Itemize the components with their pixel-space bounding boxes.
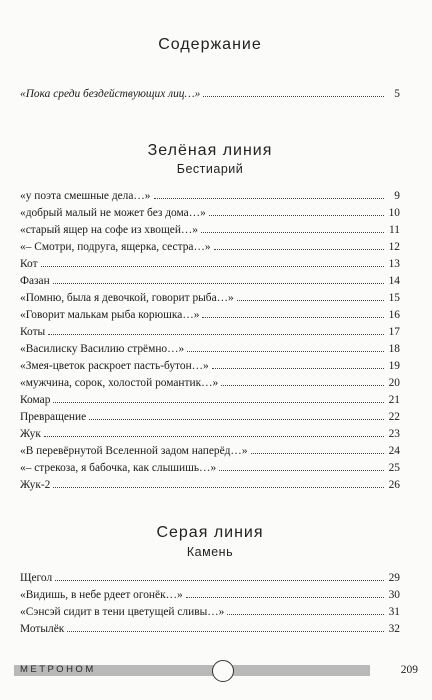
toc-entry-page: 24 bbox=[388, 445, 400, 457]
dot-leader bbox=[202, 316, 384, 318]
dot-leader bbox=[237, 299, 384, 301]
toc-entry-page: 5 bbox=[394, 88, 400, 100]
toc-entry-page: 21 bbox=[388, 394, 400, 406]
toc-entry-title: Жук-2 bbox=[20, 479, 51, 491]
toc-entry-title: «Змея-цветок раскроет пасть-бутон…» bbox=[20, 360, 209, 372]
toc-entry bbox=[20, 443, 400, 460]
toc-entry-page: 11 bbox=[389, 224, 400, 236]
toc-entry bbox=[20, 307, 400, 324]
toc-entry-page: 30 bbox=[388, 589, 400, 601]
toc-entry-page: 23 bbox=[388, 428, 400, 440]
toc-entry-title: «Сэнсэй сидит в тени цветущей сливы…» bbox=[20, 606, 225, 618]
dot-leader bbox=[154, 197, 385, 199]
toc-entry-page: 20 bbox=[388, 377, 400, 389]
toc-entry bbox=[20, 604, 400, 621]
toc-entry bbox=[20, 392, 400, 409]
dot-leader bbox=[44, 435, 384, 437]
toc-entry-page: 26 bbox=[388, 479, 400, 491]
series-label: МЕТРОНОМ bbox=[20, 664, 96, 675]
toc-entry bbox=[20, 239, 400, 256]
toc-entry-page: 22 bbox=[388, 411, 400, 423]
toc-entry-page: 15 bbox=[388, 292, 400, 304]
toc-entry-title: Коты bbox=[20, 326, 46, 338]
toc-entry-title: «В перевёрнутой Вселенной задом наперёд…» bbox=[20, 445, 248, 457]
dot-leader bbox=[201, 231, 384, 233]
toc-entry bbox=[20, 426, 400, 443]
toc-entry bbox=[20, 570, 400, 587]
bestiary-subheading: Бестиарий bbox=[176, 162, 244, 176]
toc-entry-title: Комар bbox=[20, 394, 51, 406]
toc-entry bbox=[20, 409, 400, 426]
toc-entry-title: Мотылёк bbox=[20, 623, 65, 635]
dot-leader bbox=[89, 418, 384, 420]
toc-entry-page: 25 bbox=[388, 462, 400, 474]
toc-entry-page: 31 bbox=[388, 606, 400, 618]
toc-entry-page: 9 bbox=[394, 190, 400, 202]
toc-entry-title: Кот bbox=[20, 258, 38, 270]
toc-entry-page: 16 bbox=[388, 309, 400, 321]
toc-entry-title: «Пока среди бездействующих лиц…» bbox=[20, 88, 201, 100]
toc-entry bbox=[20, 358, 400, 375]
toc-entry-title: «Говорит малькам рыба корюшка…» bbox=[20, 309, 200, 321]
page-footer bbox=[14, 660, 418, 682]
toc-entry-page: 17 bbox=[388, 326, 400, 338]
toc-entry bbox=[20, 256, 400, 273]
toc-entry bbox=[20, 273, 400, 290]
dot-leader bbox=[41, 265, 384, 267]
toc-entry-title: «Видишь, в небе рдеет огонёк…» bbox=[20, 589, 183, 601]
toc-entry-page: 12 bbox=[388, 241, 400, 253]
toc-entry-title: «мужчина, сорок, холостой романтик…» bbox=[20, 377, 219, 389]
dot-leader bbox=[53, 282, 384, 284]
dot-leader bbox=[53, 486, 384, 488]
dot-leader bbox=[67, 630, 384, 632]
toc-entry-title: «– стрекоза, я бабочка, как слышишь…» bbox=[20, 462, 217, 474]
toc-entry-title: «– Смотри, подруга, ящерка, сестра…» bbox=[20, 241, 211, 253]
dot-leader bbox=[209, 214, 384, 216]
contents-heading: Содержание bbox=[158, 36, 262, 53]
toc-entry-title: Превращение bbox=[20, 411, 87, 423]
toc-entry bbox=[20, 341, 400, 358]
toc-entry-title: «у поэта смешные дела…» bbox=[20, 190, 151, 202]
stone-subheading: Камень bbox=[186, 545, 234, 559]
toc-entry-title: Жук bbox=[20, 428, 41, 440]
toc-entry bbox=[20, 460, 400, 477]
toc-entry bbox=[20, 324, 400, 341]
toc-entry bbox=[20, 86, 400, 103]
toc-entry bbox=[20, 222, 400, 239]
dot-leader bbox=[214, 248, 384, 250]
green-line-list bbox=[20, 188, 400, 494]
toc-entry bbox=[20, 587, 400, 604]
toc-entry bbox=[20, 205, 400, 222]
toc-entry-title: «Василиску Василию стрёмно…» bbox=[20, 343, 185, 355]
dot-leader bbox=[251, 452, 384, 454]
toc-entry-page: 29 bbox=[388, 572, 400, 584]
dot-leader bbox=[187, 350, 384, 352]
toc-entry-page: 14 bbox=[388, 275, 400, 287]
toc-entry-title: «старый ящер на софе из хвощей…» bbox=[20, 224, 199, 236]
dot-leader bbox=[55, 579, 384, 581]
toc-entry bbox=[20, 188, 400, 205]
page-number: 209 bbox=[400, 664, 418, 676]
toc-entry-title: Фазан bbox=[20, 275, 50, 287]
toc-entry bbox=[20, 477, 400, 494]
toc-entry-title: «добрый малый не может без дома…» bbox=[20, 207, 206, 219]
toc-entry bbox=[20, 621, 400, 638]
dot-leader bbox=[203, 95, 384, 97]
dot-leader bbox=[221, 384, 384, 386]
toc-entry-page: 13 bbox=[388, 258, 400, 270]
dot-leader bbox=[186, 596, 384, 598]
green-line-heading: Зелёная линия bbox=[147, 142, 273, 159]
toc-entry-title: Щегол bbox=[20, 572, 53, 584]
toc-entry bbox=[20, 290, 400, 307]
toc-entry-page: 32 bbox=[388, 623, 400, 635]
toc-entry-page: 10 bbox=[388, 207, 400, 219]
dot-leader bbox=[212, 367, 384, 369]
toc-entry-page: 18 bbox=[388, 343, 400, 355]
grey-line-list bbox=[20, 570, 400, 638]
toc-entry-title: «Помню, была я девочкой, говорит рыба…» bbox=[20, 292, 234, 304]
intro-section bbox=[20, 86, 400, 103]
toc-entry-page: 19 bbox=[388, 360, 400, 372]
toc-entry bbox=[20, 375, 400, 392]
metronome-circle-icon bbox=[212, 660, 234, 682]
dot-leader bbox=[227, 613, 384, 615]
dot-leader bbox=[53, 401, 384, 403]
dot-leader bbox=[48, 333, 384, 335]
dot-leader bbox=[219, 469, 384, 471]
grey-line-heading: Серая линия bbox=[156, 524, 264, 541]
